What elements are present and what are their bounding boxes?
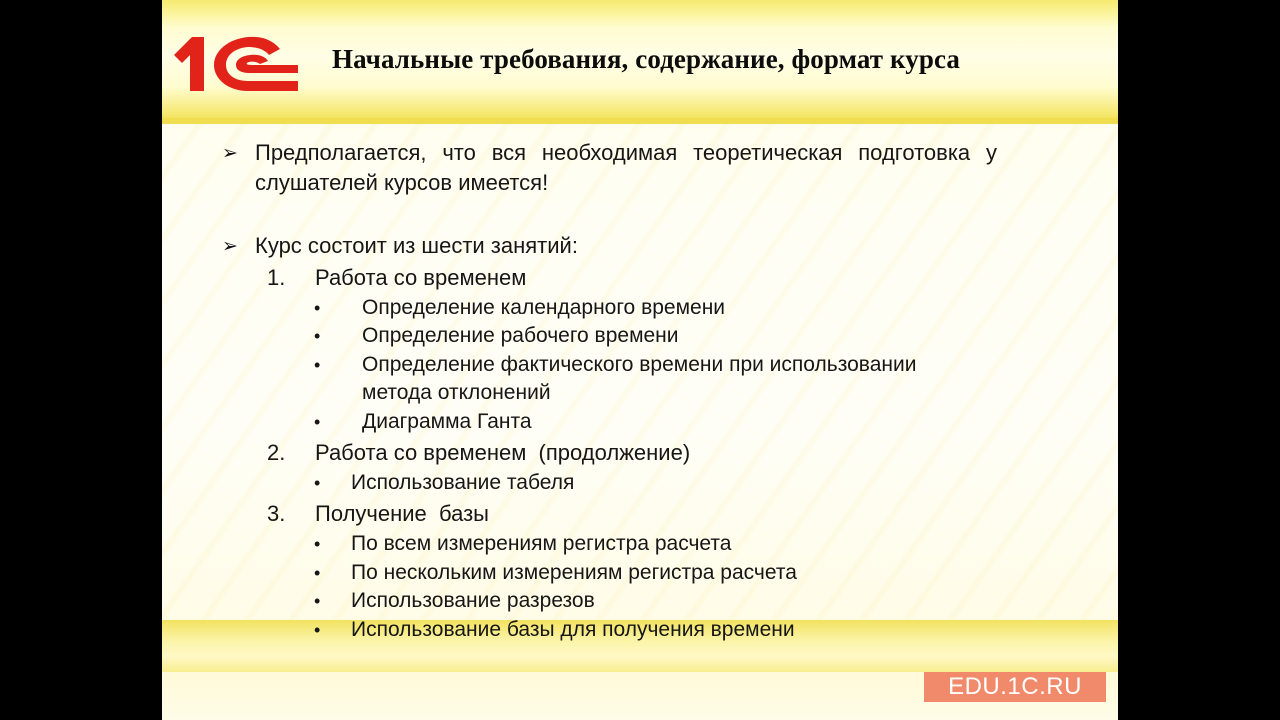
watermark-badge: EDU.1C.RU — [924, 672, 1106, 702]
paragraph-course-structure: Курс состоит из шести занятий: — [255, 233, 578, 258]
paragraph-prerequisites: Предполагается, что вся необходимая теоретическая подготовка у слушателей курсов имеется! — [255, 140, 997, 195]
sub-item: Определение фактического времени при использовании — [362, 353, 917, 376]
arrow-bullet-icon: ➢ — [222, 236, 238, 257]
sub-item: Использование табеля — [351, 471, 575, 494]
bullet-dot-icon: • — [314, 591, 321, 611]
list-item: Получение базы — [315, 501, 489, 526]
list-number: 2. — [267, 440, 286, 465]
arrow-bullet-icon: ➢ — [222, 143, 238, 164]
bullet-dot-icon: • — [314, 326, 321, 346]
list-number: 1. — [267, 265, 286, 290]
sub-item: По всем измерениям регистра расчета — [351, 532, 732, 555]
list-item: Работа со временем — [315, 265, 527, 290]
bullet-dot-icon: • — [314, 620, 321, 640]
sub-item: Использование разрезов — [351, 589, 595, 612]
bullet-dot-icon: • — [314, 473, 321, 493]
bullet-dot-icon: • — [314, 563, 321, 583]
sub-item: Использование базы для получения времени — [351, 618, 795, 641]
sub-item-continued: метода отклонений — [362, 381, 551, 404]
sub-item: Определение рабочего времени — [362, 324, 679, 347]
bullet-dot-icon: • — [314, 355, 321, 375]
page-title: Начальные требования, содержание, формат курса — [332, 44, 960, 74]
list-item: Работа со временем (продолжение) — [315, 440, 691, 465]
bullet-dot-icon: • — [314, 534, 321, 554]
slide-content — [162, 0, 1118, 720]
slide — [162, 0, 1118, 720]
bullet-dot-icon: • — [314, 298, 321, 318]
sub-item: Диаграмма Ганта — [362, 410, 532, 433]
bullet-dot-icon: • — [314, 412, 321, 432]
sub-item: Определение календарного времени — [362, 296, 726, 319]
list-number: 3. — [267, 501, 286, 526]
sub-item: По нескольким измерениям регистра расчета — [351, 561, 797, 584]
